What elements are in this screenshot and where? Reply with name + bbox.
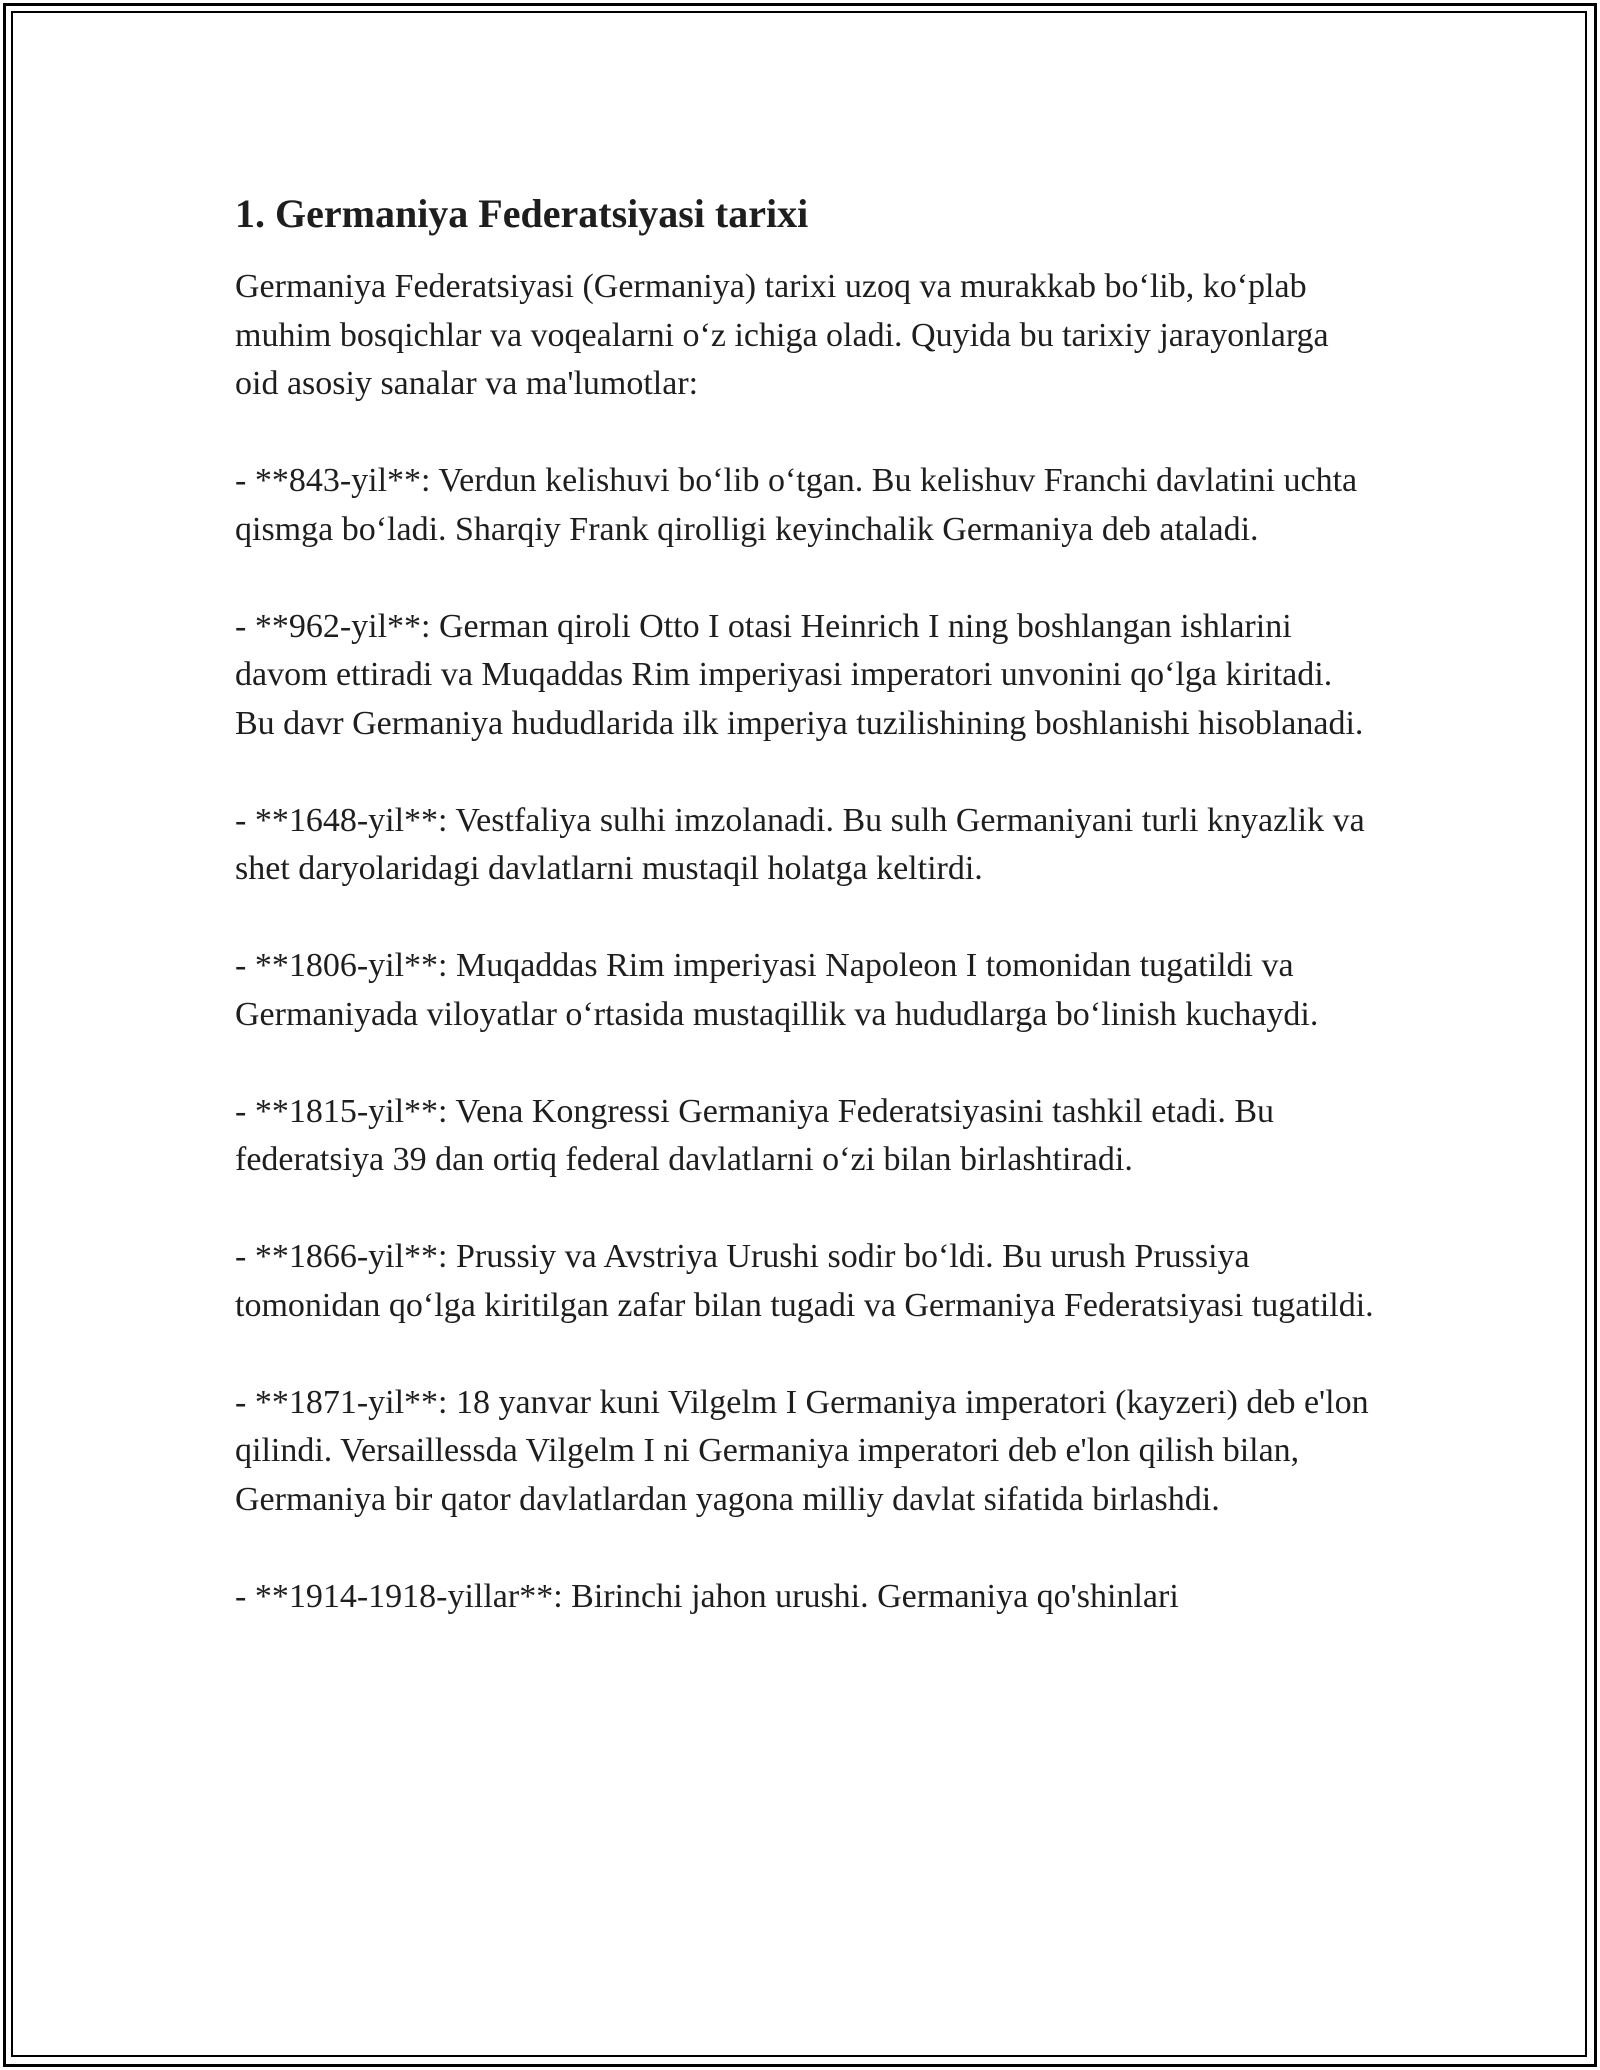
timeline-item-843: - **843-yil**: Verdun kelishuvi boʻlib oʻtgan. Bu kelishuv Franchi davlatini uchta qismga boʻladi. Sharqiy Frank qirolligi keyinchalik Germaniya deb ataladi. (235, 462, 1358, 548)
timeline-item-1815: - **1815-yil**: Vena Kongressi Germaniya Federatsiyasini tashkil etadi. Bu federatsiya 39 dan ortiq federal davlatlarni oʻzi bilan birlashtiradi. (235, 1092, 1275, 1178)
timeline-item-1914-1918: - **1914-1918-yillar**: Birinchi jahon urushi. Germaniya qo'shinlari (235, 1577, 1179, 1615)
timeline-item-1806: - **1806-yil**: Muqaddas Rim imperiyasi Napoleon I tomonidan tugatildi va Germaniyada viloyatlar oʻrtasida mustaqillik va hududlarga boʻlinish kuchaydi. (235, 947, 1319, 1033)
timeline-item-1648: - **1648-yil**: Vestfaliya sulhi imzolanadi. Bu sulh Germaniyani turli knyazlik va shet daryolaridagi davlatlarni mustaqil holatga keltirdi. (235, 801, 1365, 887)
intro-paragraph: Germaniya Federatsiyasi (Germaniya) tarixi uzoq va murakkab boʻlib, koʻplab muhim bosqichlar va voqealarni oʻz ichiga oladi. Quyida bu tarixiy jarayonlarga oid asosiy sanalar va ma'lumotlar: (235, 268, 1329, 402)
timeline-item-1871: - **1871-yil**: 18 yanvar kuni Vilgelm I Germaniya imperatori (kayzeri) deb e'lon qilindi. Versaillessda Vilgelm I ni Germaniya imperatori deb e'lon qilish bilan, Germaniya bir qator davlatlardan yagona milliy davlat sifatida birlashdi. (235, 1383, 1369, 1518)
document-title: 1. Germaniya Federatsiyasi tarixi (235, 191, 809, 236)
document-body (235, 185, 1375, 1670)
timeline-item-962: - **962-yil**: German qiroli Otto I otasi Heinrich I ning boshlangan ishlarini davom ettiradi va Muqaddas Rim imperiyasi imperatori unvonini qoʻlga kiritadi. Bu davr Germaniya hududlarida ilk imperiya tuzilishining boshlanishi hisoblanadi. (235, 607, 1364, 742)
timeline-item-1866: - **1866-yil**: Prussiy va Avstriya Urushi sodir boʻldi. Bu urush Prussiya tomonidan qoʻlga kiritilgan zafar bilan tugadi va Germaniya Federatsiyasi tugatildi. (235, 1238, 1374, 1324)
